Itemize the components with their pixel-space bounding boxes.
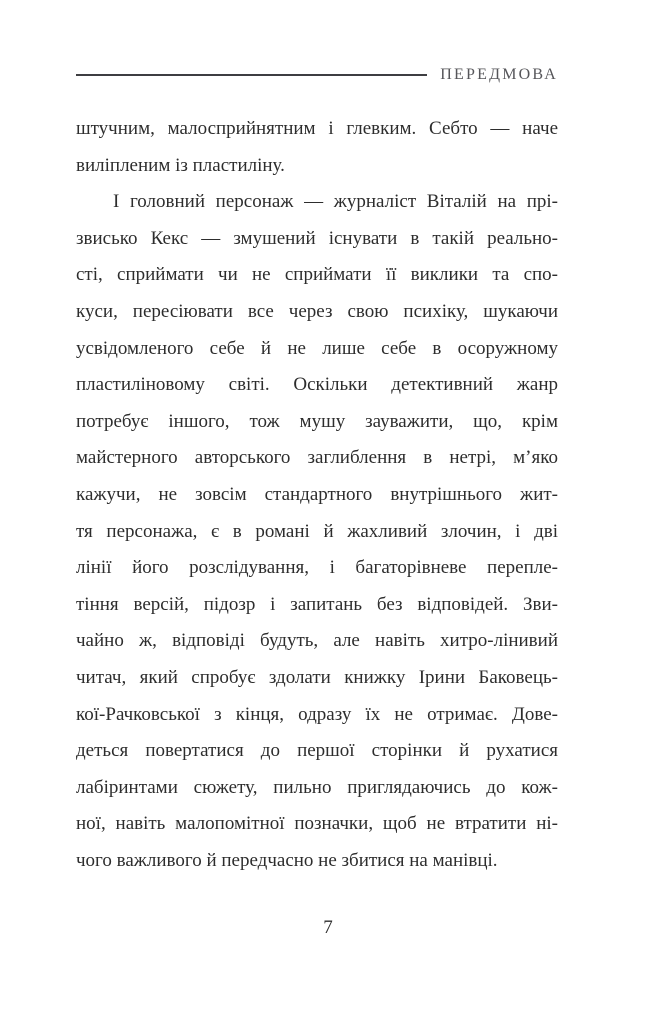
body-line: чайно ж, відповіді будуть, але навіть хитро-лінивий [76,630,558,652]
body-line: тіння версій, підозр і запитань без відповідей. Зви- [76,593,558,615]
body-line: потребує іншого, тож мушу зауважити, що, крім [76,410,558,432]
header-divider-line [76,74,427,76]
body-line: пластиліновому світі. Оскільки детективний жанр [76,374,558,396]
body-line: чого важливого й передчасно не збитися на манівці. [76,849,498,871]
body-line: звисько Кекс — змушений існувати в такій реально- [76,227,558,249]
body-line: І головний персонаж — журналіст Віталій на прі- [113,191,558,213]
body-line: лабіринтами сюжету, пильно приглядаючись до кож- [76,776,558,798]
page-body [76,111,558,879]
body-line: деться повертатися до першої сторінки й рухатися [76,740,558,762]
page-number: 7 [323,917,333,938]
body-line: читач, який спробує здолати книжку Ірини Баковець- [76,666,558,688]
body-line: лінії його розслідування, і багаторівневе перепле- [76,557,558,579]
body-line: ної, навіть малопомітної позначки, щоб не втратити ні- [76,813,558,835]
body-line: виліпленим із пластиліну. [76,154,285,176]
body-line: кажучи, не зовсім стандартного внутрішнього жит- [76,483,558,505]
body-line: сті, сприймати чи не сприймати її виклики та спо- [76,264,558,286]
chapter-title: ПЕРЕДМОВА [440,66,558,83]
body-line: тя персонажа, є в романі й жахливий злочин, і дві [76,520,558,542]
body-line: штучним, малосприйнятним і глевким. Себто — наче [76,118,558,139]
body-line: кої-Рачковської з кінця, одразу їх не отримає. Дове- [76,703,558,725]
body-line: усвідомленого себе й не лише себе в осоружному [76,337,558,359]
chapter-header [76,64,558,86]
body-line: куси, пересіювати все через свою психіку, шукаючи [76,300,558,322]
body-line: майстерного авторського заглиблення в нетрі, м’яко [76,447,558,469]
